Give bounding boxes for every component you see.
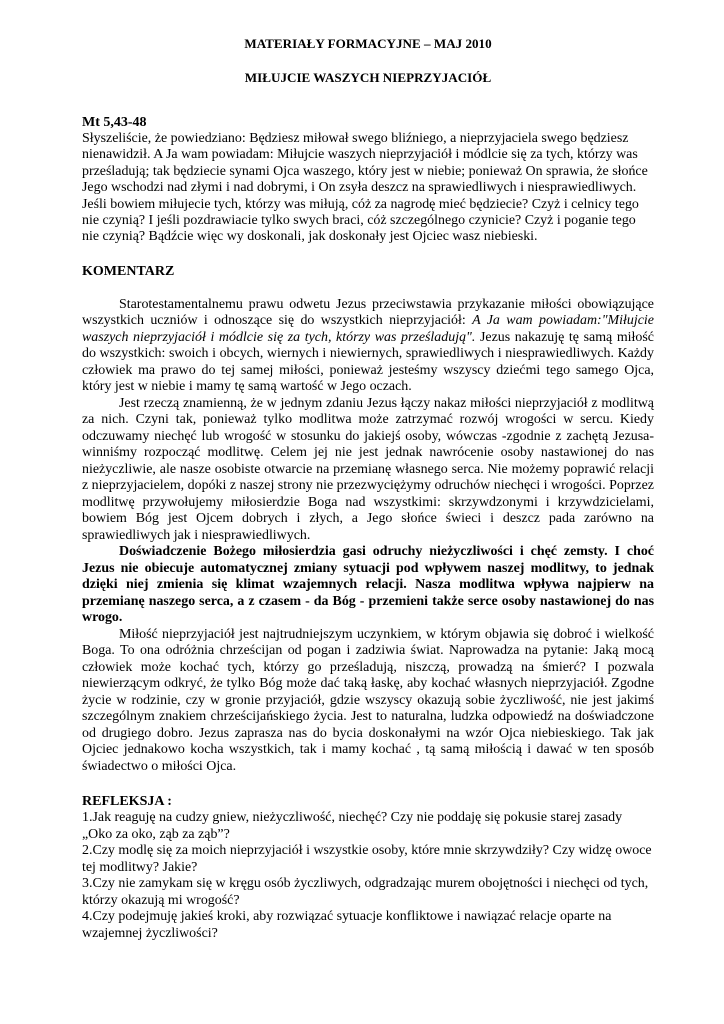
- reflection-question: 3.Czy nie zamykam się w kręgu osób życzliwych, odgradzając murem obojętności i niechęci od tych, którzy okazują mi wrogość?: [82, 876, 649, 908]
- commentary-quote: A Ja wam powiadam:"Miłujcie waszych nieprzyjaciół i módlcie się za tych, którzy was prześladują".: [82, 313, 654, 345]
- commentary-paragraph-bold: Doświadczenie Bożego miłosierdzia gasi odruchy nieżyczliwości i chęć zemsty. I choć Jezus nie obiecuje automatycznej zmiany sytuacji pod wpływem naszej modlitwy, to jednak dzięki niej zmienia się klimat wzajemnych relacji. Nasza modlitwa wpływa najpierw na przemianę naszego serca, a z czasem - da Bóg - przemieni także serce osoby nastawionej do nas wrogo.: [82, 544, 654, 626]
- commentary-heading: KOMENTARZ: [82, 263, 175, 279]
- document-page: [82, 36, 654, 942]
- scripture-reference: Mt 5,43-48: [82, 115, 147, 130]
- document-title: MATERIAŁY FORMACYJNE – MAJ 2010: [244, 36, 492, 51]
- reflection-question: 4.Czy podejmuję jakieś kroki, aby rozwiązać sytuacje konfliktowe i nawiązać relacje oparte na wzajemnej życzliwości?: [82, 909, 612, 941]
- commentary-body: [82, 297, 654, 776]
- reflection-heading: REFLEKSJA :: [82, 794, 172, 810]
- commentary-text: Starotestamentalnemu prawu odwetu Jezus przeciwstawia przykazanie miłości obowiązujące wszystkich uczniów i odnoszące się do wszystkich nieprzyjaciół:: [82, 296, 654, 329]
- document-subtitle: MIŁUJCIE WASZYCH NIEPRZYJACIÓŁ: [244, 70, 492, 85]
- commentary-text: Jezus nakazuję tę samą miłość do wszystkich: swoich i obcych, wiernych i niewiernych, sprawiedliwych i niesprawiedliwych. Każdy człowiek ma prawo do tej samej miłości, ponieważ jesteśmy wszyscy dziećmi tego samego Ojca, który jest w niebie i mamy tę samą wartość w Jego oczach.: [82, 329, 654, 395]
- commentary-paragraph: Jest rzeczą znamienną, że w jednym zdaniu Jezus łączy nakaz miłości nieprzyjaciół z modlitwą za nich. Czyni tak, ponieważ tylko modlitwa może zatrzymać rozwój wrogości w sercu. Kiedy odczuwamy niechęć lub wrogość w stosunku do jakiejś osoby, wówczas -zgodnie z zachętą Jezusa- winniśmy rozpocząć modlitwę. Celem jej nie jest jednak nawrócenie osoby nastawionej do nas nieżyczliwie, ale nasze osobiste otwarcie na przemianę własnego serca. Nie możemy poprawić relacji z nieprzyjacielem, dopóki z naszej strony nie przezwyciężymy odruchów niechęci i wrogości. Poprzez modlitwę przywołujemy miłosierdzie Boga nad wszystkimi: skrzywdzonymi i krzywdzicielami, bowiem Bóg jest Ojcem dobrych i złych, a Jego słońce świeci i deszcz pada zarówno na sprawiedliwych jak i niesprawiedliwych.: [82, 395, 654, 543]
- reflection-question: 1.Jak reaguję na cudzy gniew, nieżyczliwość, niechęć? Czy nie poddaję się pokusie starej zasady „Oko za oko, ząb za ząb”?: [82, 810, 623, 842]
- scripture-paragraph: Jeśli bowiem miłujecie tych, którzy was miłują, cóż za nagrodę mieć będziecie? Czyż i celnicy tego nie czynią? I jeśli pozdrawiacie tylko swych braci, cóż szczególnego czynicie? Czyż i poganie tego nie czynią? Bądźcie więc wy doskonali, jak doskonały jest Ojciec wasz niebieski.: [82, 196, 639, 245]
- scripture-paragraph: Słyszeliście, że powiedziano: Będziesz miłował swego bliźniego, a nieprzyjaciela swego będziesz nienawidził. A Ja wam powiadam: Miłujcie waszych nieprzyjaciół i módlcie się za tych, którzy was prześladują; tak będziecie synami Ojca waszego, który jest w niebie; ponieważ On sprawia, że słońce Jego wschodzi nad złymi i nad dobrymi, i On zsyła deszcz na sprawiedliwych i niesprawiedliwych.: [82, 131, 648, 196]
- commentary-paragraph: [82, 297, 654, 396]
- commentary-paragraph: Miłość nieprzyjaciół jest najtrudniejszym uczynkiem, w którym objawia się dobroć i wielkość Boga. To ona odróżnia chrześcijan od pogan i zadziwia świat. Naprowadza na pytanie: Jaką mocą człowiek może kochać tych, którzy go prześladują, niszczą, prowadzą na śmierć? I pozwala niewierzącym odkryć, że tylko Bóg może dać taką łaskę, aby kochać własnych nieprzyjaciół. Zgodne życie w rodzinie, czy w gronie przyjaciół, gdzie wszyscy okazują sobie życzliwość, nie jest jakimś szczególnym znakiem chrześcijańskiego życia. Jest to naturalna, ludzka odpowiedź na doświadczone od drugiego dobro. Jezus zaprasza nas do bycia doskonałymi na wzór Ojca niebieskiego. Tak jak Ojciec jednakowo kocha wszystkich, tak i mamy kochać , tą samą miłością i dawać w ten sposób świadectwo o miłości Ojca.: [82, 626, 654, 774]
- reflection-question: 2.Czy modlę się za moich nieprzyjaciół i wszystkie osoby, które mnie skrzywdziły? Czy widzę owoce tej modlitwy? Jakie?: [82, 843, 652, 875]
- reflection-questions: [82, 810, 654, 942]
